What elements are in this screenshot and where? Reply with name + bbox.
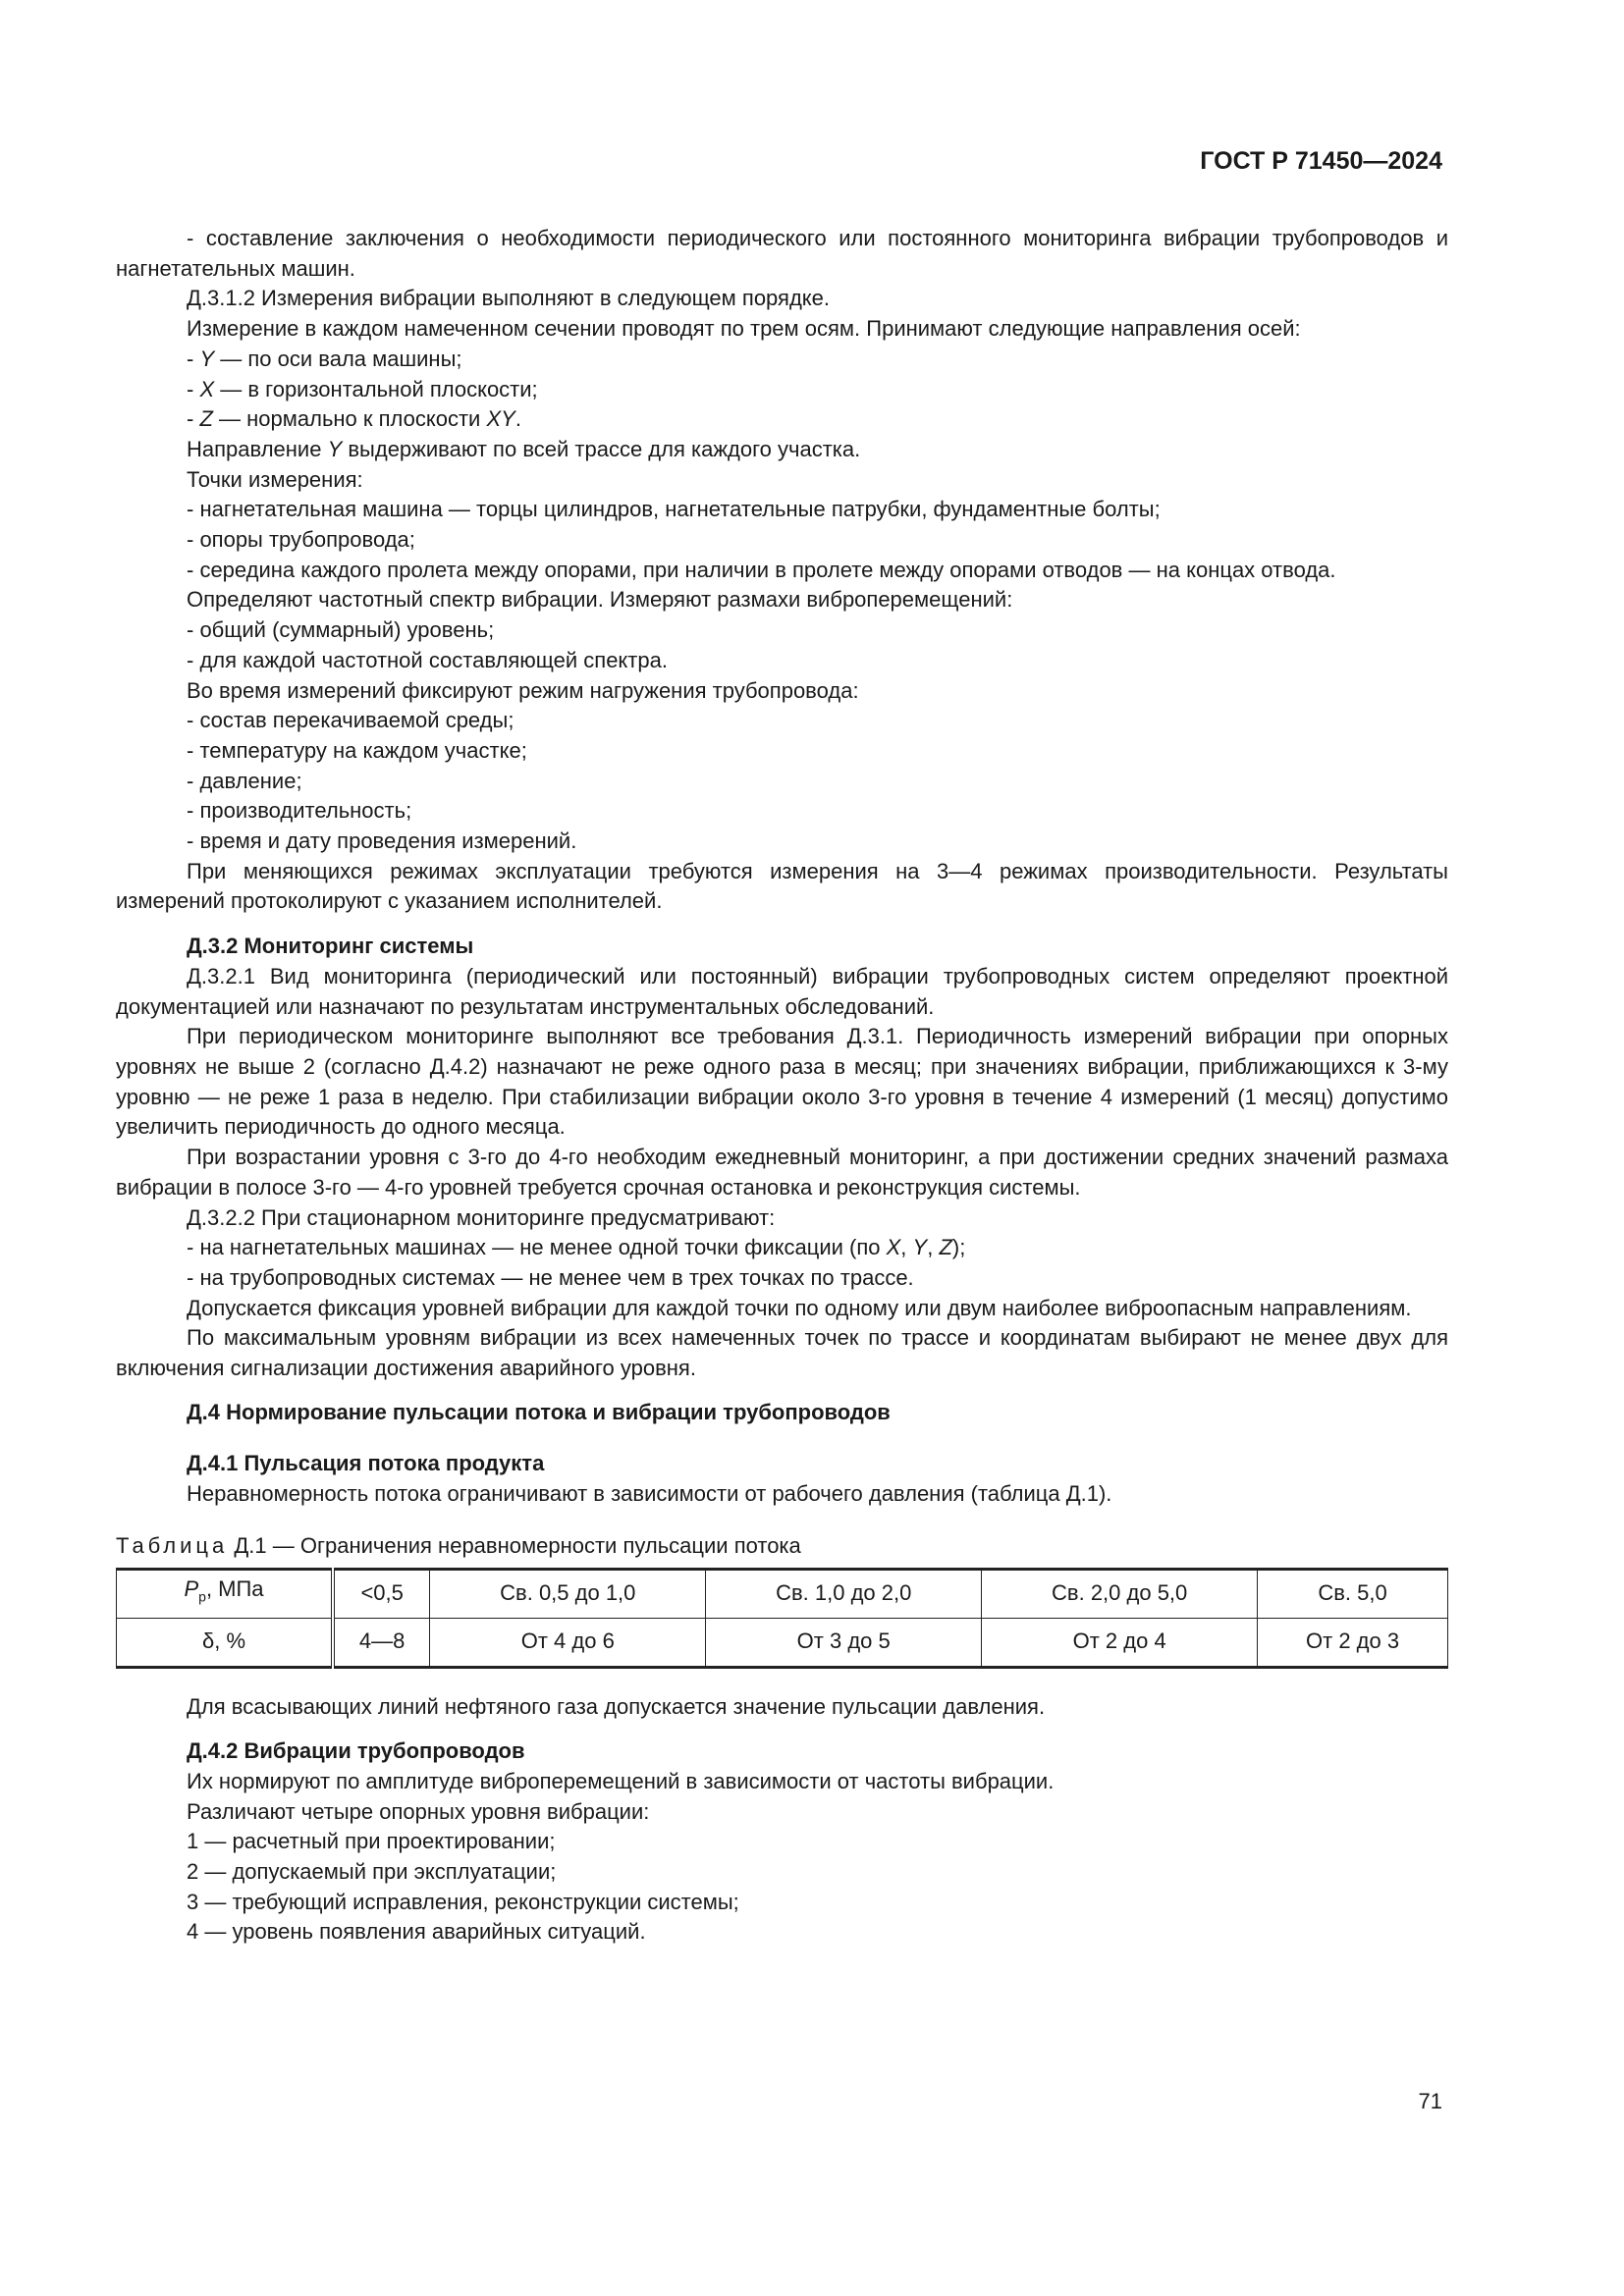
table-caption <box>116 1531 1448 1562</box>
list-item: - температуру на каждом участке; <box>187 737 527 763</box>
list-item <box>116 345 1448 375</box>
list-item <box>116 404 1448 435</box>
paragraph: Во время измерений фиксируют режим нагружения трубопровода: <box>187 677 859 703</box>
paragraph: Их нормируют по амплитуде виброперемещений в зависимости от частоты вибрации. <box>187 1768 1055 1793</box>
list-item <box>116 1233 1448 1263</box>
paragraph: При периодическом мониторинге выполняют все требования Д.3.1. Периодичность измерений вибрации при опорных уровнях не выше 2 (согласно Д.4.2) назначают не реже одного раза в месяц; при значениях вибрации, приближающихся к 3-му уровню — не реже 1 раза в неделю. При стабилизации вибрации около 3-го уровня в течение 4 измерений (1 месяц) допустимо увеличить периодичность до одного месяца. <box>116 1024 1448 1140</box>
caption-label: Таблица <box>116 1532 229 1558</box>
paragraph: - составление заключения о необходимости периодического или постоянного мониторинга вибрации трубопроводов и нагнетательных машин. <box>116 226 1448 281</box>
list-item: 4 — уровень появления аварийных ситуаций. <box>187 1919 646 1945</box>
paragraph: Измерение в каждом намеченном сечении проводят по трем осям. Принимают следующие направления осей: <box>187 316 1301 342</box>
table-cell: Св. 5,0 <box>1258 1569 1448 1618</box>
table-cell: Св. 0,5 до 1,0 <box>430 1569 706 1618</box>
paragraph: При меняющихся режимах эксплуатации требуются измерения на 3—4 режимах производительности. Результаты измерений протоколируют с указанием исполнителей. <box>116 858 1448 914</box>
table-cell: От 2 до 3 <box>1258 1618 1448 1667</box>
axis-var: XY <box>486 406 515 432</box>
axis-var: X <box>199 376 215 401</box>
paragraph <box>116 435 1448 465</box>
text: р <box>198 1588 206 1605</box>
section-heading: Д.4 Нормирование пульсации потока и вибрации трубопроводов <box>187 1399 891 1424</box>
table-cell: От 2 до 4 <box>982 1618 1258 1667</box>
document-header: ГОСТ Р 71450—2024 <box>1200 147 1442 175</box>
paragraph: Д.3.2.2 При стационарном мониторинге предусматривают: <box>187 1204 776 1230</box>
list-item: - середина каждого пролета между опорами, при наличии в пролете между опорами отводов — на концах отвода. <box>187 557 1336 582</box>
table-cell: От 4 до 6 <box>430 1618 706 1667</box>
text: - на нагнетательных машинах — не менее одной точки фиксации (по <box>187 1235 887 1260</box>
caption-text: Д.1 — Ограничения неравномерности пульсации потока <box>228 1532 801 1558</box>
text: - <box>187 406 200 432</box>
axis-var: X <box>886 1235 901 1260</box>
paragraph: Д.3.1.2 Измерения вибрации выполняют в следующем порядке. <box>187 286 831 311</box>
list-item: - время и дату проведения измерений. <box>187 828 577 854</box>
text: Направление <box>187 436 328 461</box>
table-cell: Св. 1,0 до 2,0 <box>706 1569 982 1618</box>
text: — по оси вала машины; <box>214 346 462 371</box>
page-number: 71 <box>1418 2089 1442 2113</box>
axis-var: Y <box>327 436 343 461</box>
text: ); <box>951 1235 966 1260</box>
axis-var: Y <box>199 346 215 371</box>
table-cell: <0,5 <box>333 1569 430 1618</box>
text: , <box>900 1235 913 1260</box>
paragraph: Различают четыре опорных уровня вибрации: <box>187 1798 650 1824</box>
table-cell: δ, % <box>117 1618 334 1667</box>
list-item: - нагнетательная машина — торцы цилиндров, нагнетательные патрубки, фундаментные болты; <box>187 497 1161 522</box>
text: - <box>187 376 200 401</box>
paragraph: Для всасывающих линий нефтяного газа допускается значение пульсации давления. <box>187 1693 1046 1719</box>
text: - <box>187 346 200 371</box>
section-heading: Д.3.2 Мониторинг системы <box>187 934 474 959</box>
list-item: - состав перекачиваемой среды; <box>187 708 514 733</box>
axis-var: Z <box>939 1235 952 1260</box>
pulsation-table <box>116 1568 1448 1669</box>
list-item: 3 — требующий исправления, реконструкции системы; <box>187 1889 739 1914</box>
table-row <box>117 1569 1448 1618</box>
list-item: 1 — расчетный при проектировании; <box>187 1829 556 1854</box>
list-item <box>116 375 1448 405</box>
table-cell: 4—8 <box>333 1618 430 1667</box>
text: — в горизонтальной плоскости; <box>214 376 538 401</box>
table-cell: От 3 до 5 <box>706 1618 982 1667</box>
text: — нормально к плоскости <box>212 406 487 432</box>
paragraph: Определяют частотный спектр вибрации. Измеряют размахи виброперемещений: <box>187 587 1013 613</box>
list-item: - производительность; <box>187 798 412 824</box>
paragraph: Точки измерения: <box>187 466 363 492</box>
axis-var: Z <box>199 406 213 432</box>
list-item: - опоры трубопровода; <box>187 527 415 553</box>
axis-var: Y <box>912 1235 928 1260</box>
paragraph: По максимальным уровням вибрации из всех намеченных точек по трассе и координатам выбирают не менее двух для включения сигнализации достижения аварийного уровня. <box>116 1325 1448 1381</box>
table-cell <box>117 1569 334 1618</box>
paragraph: Неравномерность потока ограничивают в зависимости от рабочего давления (таблица Д.1). <box>187 1481 1112 1507</box>
text: . <box>514 406 521 432</box>
text: , МПа <box>205 1576 264 1602</box>
paragraph: Допускается фиксация уровней вибрации для каждой точки по одному или двум наиболее виброопасным направлениям. <box>187 1295 1412 1320</box>
text: , <box>927 1235 940 1260</box>
table-row <box>117 1618 1448 1667</box>
paragraph: При возрастании уровня с 3-го до 4-го необходим ежедневный мониторинг, а при достижении средних значений размаха вибрации в полосе 3-го — 4-го уровней требуется срочная остановка и реконструкция системы. <box>116 1145 1448 1200</box>
list-item: - для каждой частотной составляющей спектра. <box>187 647 668 672</box>
list-item: - на трубопроводных системах — не менее чем в трех точках по трассе. <box>187 1264 914 1290</box>
list-item: - давление; <box>187 768 302 793</box>
text: выдерживают по всей трассе для каждого участка. <box>342 436 861 461</box>
table-cell: Св. 2,0 до 5,0 <box>982 1569 1258 1618</box>
paragraph: Д.3.2.1 Вид мониторинга (периодический или постоянный) вибрации трубопроводных систем определяют проектной документацией или назначают по результатам инструментальных обследований. <box>116 963 1448 1019</box>
subsection-heading: Д.4.1 Пульсация потока продукта <box>187 1451 545 1476</box>
document-body <box>116 224 1448 1948</box>
text: P <box>184 1576 199 1602</box>
subsection-heading: Д.4.2 Вибрации трубопроводов <box>187 1738 525 1764</box>
list-item: 2 — допускаемый при эксплуатации; <box>187 1859 557 1885</box>
list-item: - общий (суммарный) уровень; <box>187 617 495 643</box>
